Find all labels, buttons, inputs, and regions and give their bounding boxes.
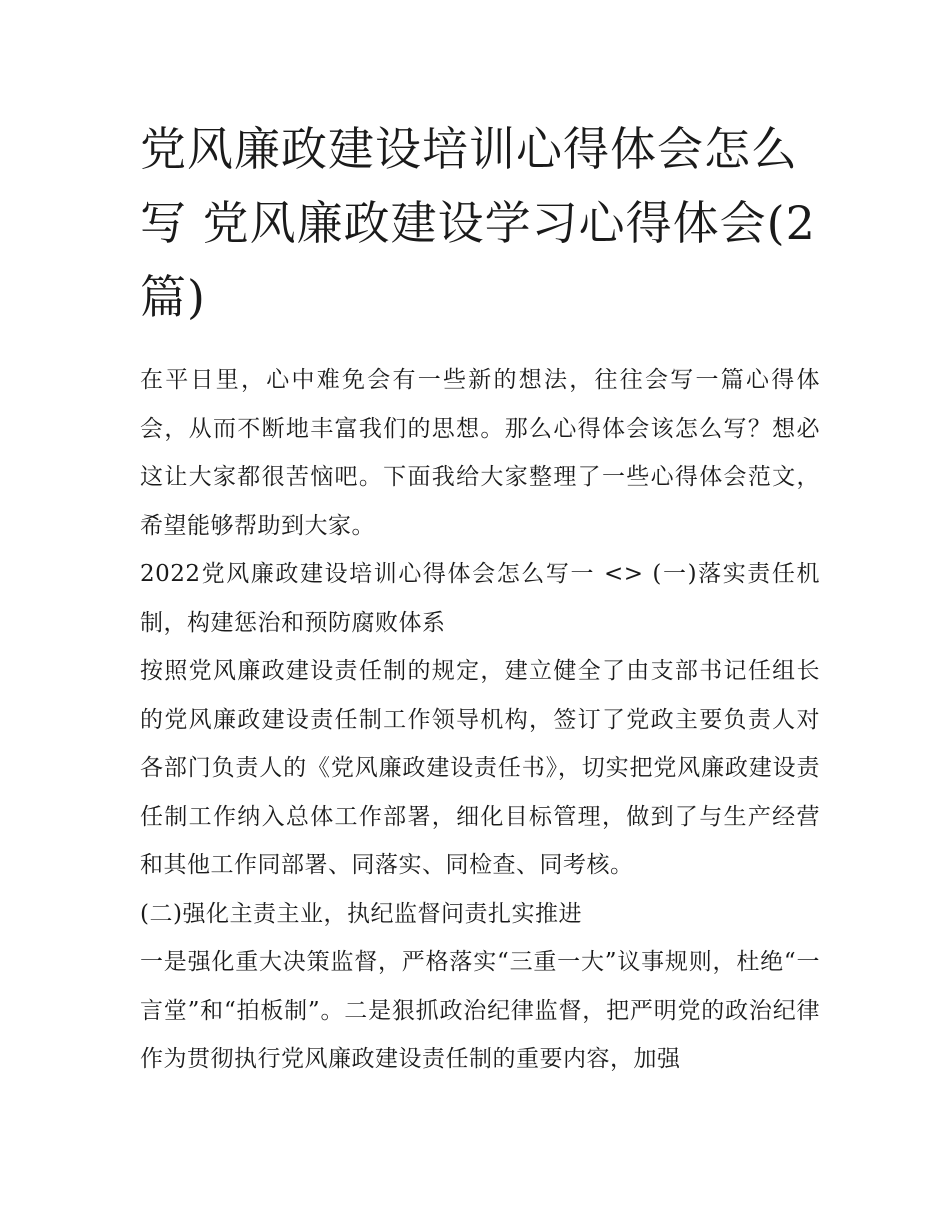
section-heading-2: (二)强化主责主业，执纪监督问责扎实推进	[140, 900, 582, 927]
document-body	[140, 356, 820, 1084]
body-paragraph: 一是强化重大决策监督，严格落实“三重一大”议事规则，杜绝“一言堂”和“拍板制”。二是狠抓政治纪律监督，把严明党的政治纪律作为贯彻执行党风廉政建设责任制的重要内容，加强	[140, 949, 820, 1072]
body-paragraph: 按照党风廉政建设责任制的规定，建立健全了由支部书记任组长的党风廉政建设责任制工作领导机构，签订了党政主要负责人对各部门负责人的《党风廉政建设责任书》，切实把党风廉政建设责任制工作纳入总体工作部署，细化目标管理，做到了与生产经营和其他工作同部署、同落实、同检查、同考核。	[140, 658, 820, 878]
document-title: 党风廉政建设培训心得体会怎么写 党风廉政建设学习心得体会(2篇)	[140, 122, 816, 324]
intro-paragraph: 在平日里，心中难免会有一些新的想法，往往会写一篇心得体会，从而不断地丰富我们的思想。那么心得体会该怎么写？想必这让大家都很苦恼吧。下面我给大家整理了一些心得体会范文，希望能够帮助到大家。	[140, 367, 820, 539]
section-heading-1: 2022党风廉政建设培训心得体会怎么写一 <> (一)落实责任机制，构建惩治和预防腐败体系	[140, 561, 820, 636]
